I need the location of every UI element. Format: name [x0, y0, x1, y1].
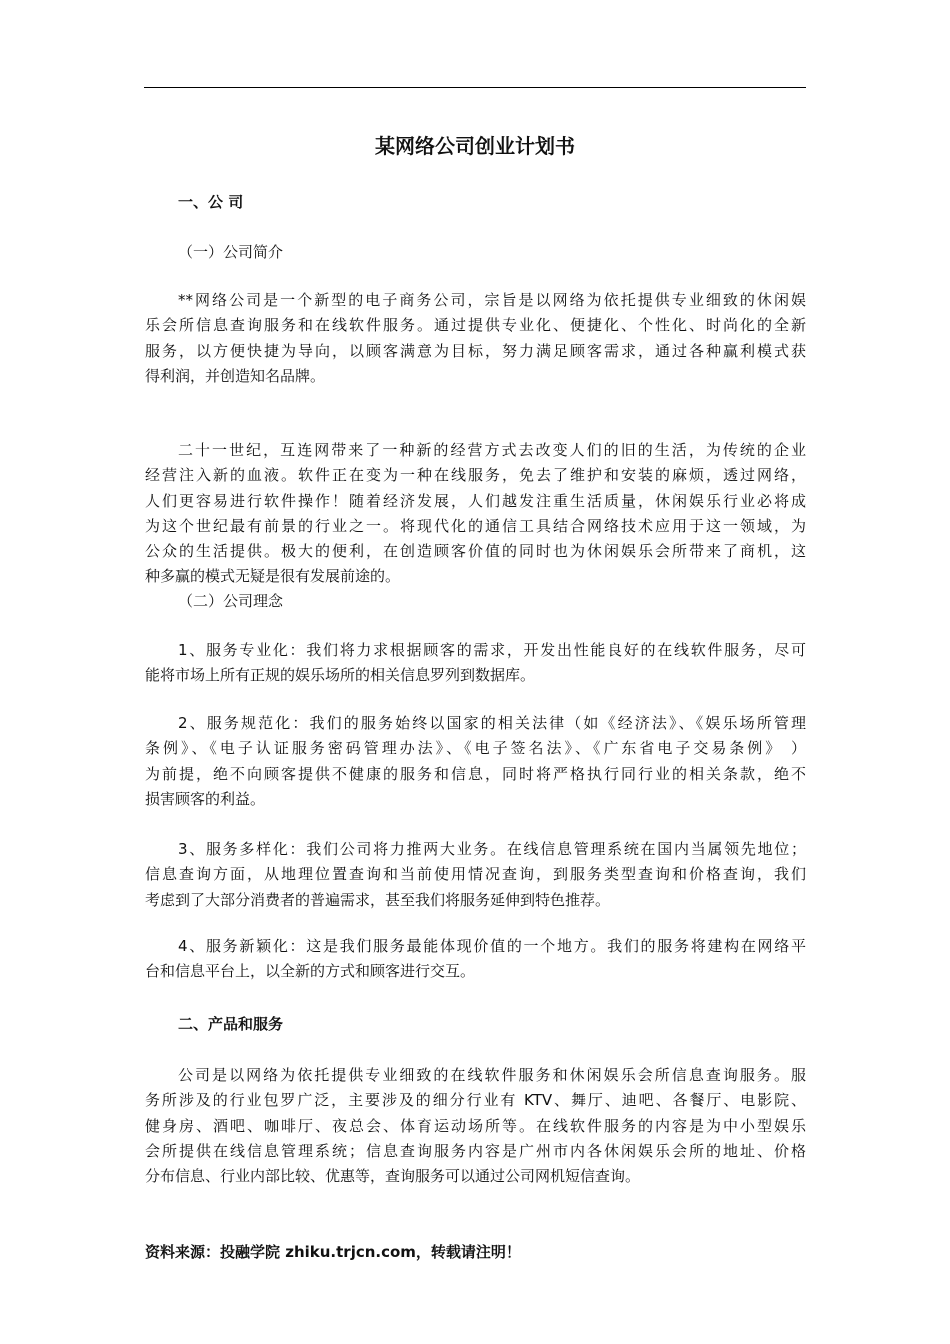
list-item: [145, 711, 806, 812]
text-line: 损害顾客的利益。: [145, 789, 266, 808]
text-line: 3、服务多样化：我们公司将力推两大业务。在线信息管理系统在国内当属领先地位；: [178, 840, 806, 858]
text-line: 经营注入新的血液。软件正在变为一种在线服务，免去了维护和安装的麻烦，透过网络，: [145, 466, 806, 485]
text-line: 二十一世纪，互连网带来了一种新的经营方式去改变人们的旧的生活，为传统的企业: [178, 441, 806, 459]
text-line: 公众的生活提供。极大的便利，在创造顾客价值的同时也为休闲娱乐会所带来了商机，这: [145, 542, 806, 561]
section-heading-products: 二、产品和服务: [178, 1015, 284, 1033]
paragraph: [145, 288, 806, 389]
text-line: 得利润，并创造知名品牌。: [145, 366, 326, 385]
text-line: 乐会所信息查询服务和在线软件服务。通过提供专业化、便捷化、个性化、时尚化的全新: [145, 316, 806, 335]
text-line: 健身房、酒吧、咖啡厅、夜总会、体育运动场所等。在线软件服务的内容是为中小型娱乐: [145, 1116, 806, 1135]
text-line: 条例》、《电子认证服务密码管理办法》、《电子签名法》、《广东省电子交易条例》 ）: [145, 739, 806, 758]
source-footer: 资料来源：投融学院 zhiku.trjcn.com，转载请注明！: [145, 1243, 521, 1261]
text-line: 信息查询方面，从地理位置查询和当前使用情况查询，到服务类型查询和价格查询，我们: [145, 865, 806, 884]
text-line: 分布信息、行业内部比较、优惠等，查询服务可以通过公司网机短信查询。: [145, 1167, 641, 1186]
text-line: 台和信息平台上，以全新的方式和顾客进行交互。: [145, 962, 476, 981]
text-line: 种多赢的模式无疑是很有发展前途的。: [145, 567, 401, 586]
text-line: 1、服务专业化：我们将力求根据顾客的需求，开发出性能良好的在线软件服务，尽可: [178, 641, 806, 659]
text-line: 考虑到了大部分消费者的普遍需求，甚至我们将服务延伸到特色推荐。: [145, 890, 611, 909]
text-line: 务所涉及的行业包罗广泛，主要涉及的细分行业有 KTV、舞厅、迪吧、各餐厅、电影院、: [145, 1091, 806, 1110]
header-rule: [144, 87, 806, 88]
text-line: 会所提供在线信息管理系统；信息查询服务内容是广州市内各休闲娱乐会所的地址、价格: [145, 1141, 806, 1160]
text-line: 公司是以网络为依托提供专业细致的在线软件服务和休闲娱乐会所信息查询服务。服: [178, 1066, 806, 1084]
text-line: 能将市场上所有正规的娱乐场所的相关信息罗列到数据库。: [145, 666, 536, 685]
text-line: **网络公司是一个新型的电子商务公司，宗旨是以网络为依托提供专业细致的休闲娱: [178, 291, 806, 309]
text-line: 服务，以方便快捷为导向，以顾客满意为目标，努力满足顾客需求，通过各种赢利模式获: [145, 341, 806, 360]
list-item: [145, 638, 806, 689]
paragraph: [145, 438, 806, 590]
text-line: 为前提，绝不向顾客提供不健康的服务和信息，同时将严格执行同行业的相关条款，绝不: [145, 764, 806, 783]
subheading-company-intro: （一）公司简介: [178, 243, 284, 261]
subheading-company-philosophy: （二）公司理念: [178, 592, 284, 610]
paragraph: [145, 1063, 806, 1189]
list-item: [145, 837, 806, 913]
text-line: 2、服务规范化：我们的服务始终以国家的相关法律（如《经济法》、《娱乐场所管理: [178, 714, 806, 732]
list-item: [145, 934, 806, 985]
text-line: 4、服务新颖化：这是我们服务最能体现价值的一个地方。我们的服务将建构在网络平: [178, 937, 806, 955]
text-line: 为这个世纪最有前景的行业之一。将现代化的通信工具结合网络技术应用于这一领域，为: [145, 516, 806, 535]
document-title: 某网络公司创业计划书: [375, 134, 575, 158]
section-heading-company: 一、公 司: [178, 193, 244, 211]
text-line: 人们更容易进行软件操作！随着经济发展，人们越发注重生活质量，休闲娱乐行业必将成: [145, 491, 806, 510]
